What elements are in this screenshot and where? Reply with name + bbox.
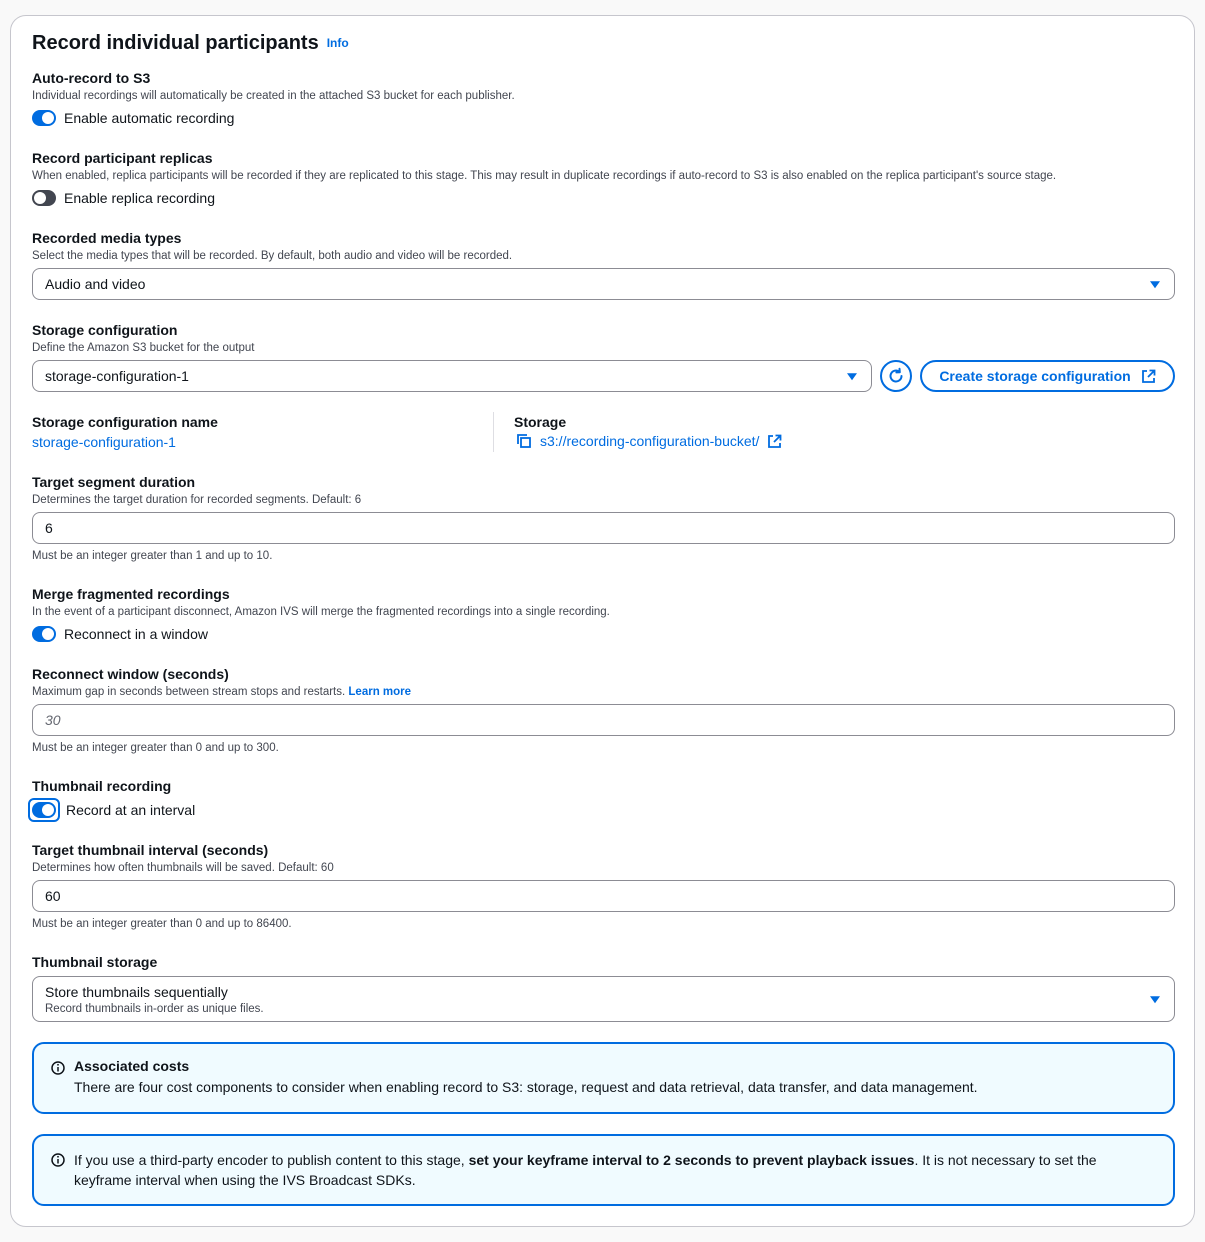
associated-costs-title: Associated costs — [74, 1058, 190, 1074]
merge-description: In the event of a participant disconnect, Amazon IVS will merge the fragmented recordings into a single recording. — [32, 606, 610, 618]
media-types-select[interactable] — [32, 268, 1175, 300]
thumbnail-toggle[interactable] — [32, 802, 56, 818]
refresh-icon — [887, 367, 905, 385]
segment-label: Target segment duration — [32, 474, 196, 490]
keyframe-alert-text-bold: set your keyframe interval to 2 seconds to prevent playback issues — [468, 1152, 915, 1168]
info-icon — [51, 1153, 65, 1167]
segment-input[interactable] — [32, 512, 1175, 544]
thumbnail-interval-description: Determines how often thumbnails will be saved. Default: 60 — [32, 862, 334, 874]
thumbnail-interval-label: Target thumbnail interval (seconds) — [32, 842, 269, 858]
section-title-text: Record individual participants — [32, 32, 319, 54]
merge-toggle[interactable] — [32, 626, 56, 642]
segment-description: Determines the target duration for recorded segments. Default: 6 — [32, 494, 362, 506]
merge-toggle-row[interactable] — [32, 624, 208, 644]
keyframe-alert — [32, 1134, 1175, 1206]
thumbnail-toggle-focus-ring — [28, 798, 60, 822]
copy-icon[interactable] — [516, 433, 532, 449]
section-title — [32, 32, 349, 55]
thumbnail-storage-label: Thumbnail storage — [32, 954, 158, 970]
replicas-description: When enabled, replica participants will be recorded if they are replicated to this stage. This may result in duplicate recordings if auto-record to S3 is also enabled on the replica participant's source stage. — [32, 170, 1057, 182]
associated-costs-body: There are four cost components to consider when enabling record to S3: storage, request and data retrieval, data transfer, and data management. — [74, 1079, 978, 1095]
record-participants-panel — [10, 15, 1195, 1227]
refresh-button[interactable] — [880, 360, 912, 392]
create-storage-configuration-button[interactable] — [920, 360, 1175, 392]
segment-input-value: 6 — [45, 520, 53, 536]
thumbnail-interval-value: 60 — [45, 888, 61, 904]
media-types-description: Select the media types that will be recorded. By default, both audio and video will be recorded. — [32, 250, 513, 262]
auto-record-label: Auto-record to S3 — [32, 70, 151, 86]
thumbnail-toggle-label: Record at an interval — [66, 802, 196, 818]
merge-label: Merge fragmented recordings — [32, 586, 230, 602]
thumbnail-interval-input[interactable] — [32, 880, 1175, 912]
caret-down-icon — [1150, 996, 1160, 1003]
reconnect-label: Reconnect window (seconds) — [32, 666, 229, 682]
auto-record-toggle-row[interactable] — [32, 108, 234, 128]
storage-name-link[interactable]: storage-configuration-1 — [32, 434, 176, 450]
merge-toggle-label: Reconnect in a window — [64, 626, 208, 642]
info-icon — [51, 1061, 65, 1075]
reconnect-input-placeholder: 30 — [45, 712, 61, 728]
replicas-toggle[interactable] — [32, 190, 56, 206]
storage-select[interactable] — [32, 360, 872, 392]
thumbnail-toggle-row[interactable] — [32, 800, 195, 820]
reconnect-description — [32, 686, 411, 698]
external-link-icon — [1141, 369, 1156, 384]
keyframe-alert-text-after: . It is not necessary to set the keyframe interval when using the IVS Broadcast SDKs. — [74, 1152, 1097, 1188]
caret-down-icon — [1150, 281, 1160, 288]
learn-more-link[interactable]: Learn more — [348, 686, 412, 698]
replicas-label: Record participant replicas — [32, 150, 213, 166]
caret-down-icon — [847, 373, 857, 380]
details-divider — [493, 412, 494, 452]
associated-costs-alert — [32, 1042, 1175, 1114]
reconnect-input[interactable] — [32, 704, 1175, 736]
storage-description: Define the Amazon S3 bucket for the output — [32, 342, 255, 354]
media-types-value: Audio and video — [45, 276, 146, 292]
auto-record-toggle[interactable] — [32, 110, 56, 126]
thumbnail-interval-hint: Must be an integer greater than 0 and up to 86400. — [32, 918, 292, 930]
keyframe-alert-text-before: If you use a third-party encoder to publish content to this stage, — [74, 1152, 469, 1168]
media-types-label: Recorded media types — [32, 230, 182, 246]
create-storage-configuration-label: Create storage configuration — [939, 368, 1131, 384]
info-link[interactable]: Info — [326, 36, 349, 50]
thumbnail-storage-select[interactable] — [32, 976, 1175, 1022]
storage-bucket-link[interactable]: s3://recording-configuration-bucket/ — [540, 433, 760, 449]
storage-bucket-label: Storage — [514, 414, 567, 430]
thumbnail-storage-value-description: Record thumbnails in-order as unique files. — [45, 1002, 264, 1015]
segment-hint: Must be an integer greater than 1 and up to 10. — [32, 550, 273, 562]
auto-record-toggle-label: Enable automatic recording — [64, 110, 235, 126]
storage-select-value: storage-configuration-1 — [45, 368, 189, 384]
storage-bucket-row — [516, 433, 782, 449]
storage-label: Storage configuration — [32, 322, 178, 338]
thumbnail-label: Thumbnail recording — [32, 778, 172, 794]
reconnect-description-text: Maximum gap in seconds between stream stops and restarts. — [32, 686, 346, 698]
replicas-toggle-row[interactable] — [32, 188, 215, 208]
thumbnail-storage-value: Store thumbnails sequentially — [45, 983, 228, 1000]
storage-name-label: Storage configuration name — [32, 414, 218, 430]
keyframe-alert-text — [74, 1150, 1134, 1190]
reconnect-hint: Must be an integer greater than 0 and up to 300. — [32, 742, 279, 754]
external-link-icon — [767, 434, 782, 449]
replicas-toggle-label: Enable replica recording — [64, 190, 215, 206]
auto-record-description: Individual recordings will automatically be created in the attached S3 bucket for each publisher. — [32, 90, 515, 102]
